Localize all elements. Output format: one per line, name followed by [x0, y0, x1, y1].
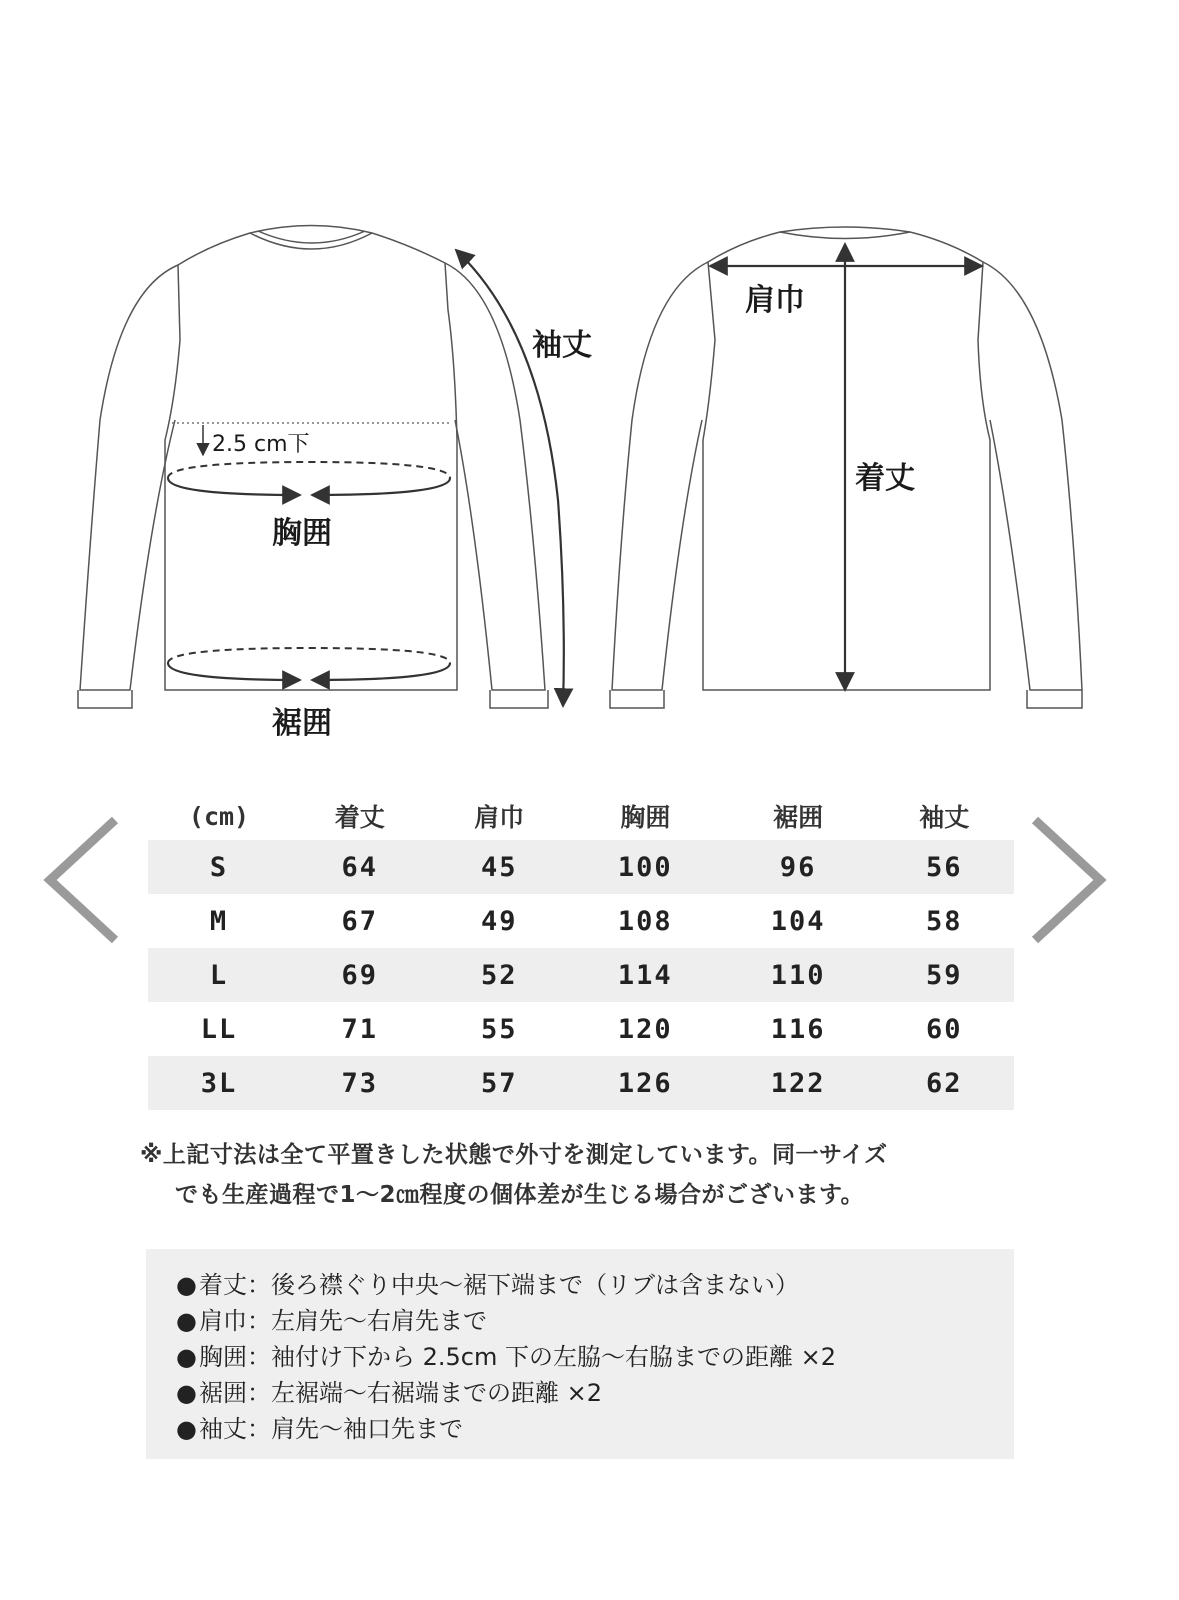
value-cell: 57	[429, 1056, 568, 1110]
value-cell: 56	[874, 840, 1014, 894]
size-diagram	[0, 0, 1179, 760]
value-cell: 126	[569, 1056, 722, 1110]
value-cell: 122	[722, 1056, 875, 1110]
header-shoulder-width: 肩巾	[474, 803, 525, 832]
size-cell: 3L	[148, 1056, 290, 1110]
measurement-definitions	[146, 1249, 1014, 1459]
chevron-right-icon	[1030, 800, 1120, 960]
value-cell: 69	[290, 948, 429, 1002]
chest-label: 胸囲	[272, 516, 332, 551]
definition-item: ● 裾囲：左裾端～右裾端までの距離 ×2	[176, 1375, 1014, 1411]
front-shirt-outline	[78, 226, 548, 709]
note-line-2: でも生産過程で1～2㎝程度の個体差が生じる場合がございます。	[175, 1182, 865, 1208]
value-cell: 114	[569, 948, 722, 1002]
chest-measure	[168, 462, 450, 495]
prev-image-button[interactable]	[30, 800, 120, 960]
size-cell: M	[209, 905, 229, 937]
size-cell: L	[148, 948, 290, 1002]
shoulder-width-label: 肩巾	[745, 283, 805, 318]
measurement-note	[140, 1135, 1040, 1215]
header-sleeve-length: 袖丈	[919, 803, 970, 832]
sleeve-length-arrow	[456, 250, 564, 706]
hem-measure	[168, 648, 450, 680]
value-cell: 96	[722, 840, 875, 894]
next-image-button[interactable]	[1030, 800, 1120, 960]
offset-label: 2.5 cm下	[212, 432, 310, 457]
header-body-length: 着丈	[334, 803, 385, 832]
value-cell: 110	[722, 948, 875, 1002]
value-cell: 55	[480, 1013, 518, 1045]
body-length-label: 着丈	[855, 461, 915, 496]
value-cell: 100	[569, 840, 722, 894]
table-row	[148, 948, 1014, 1002]
value-cell: 60	[925, 1013, 963, 1045]
value-cell: 58	[925, 905, 963, 937]
value-cell: 116	[770, 1013, 826, 1045]
sleeve-length-label: 袖丈	[532, 328, 592, 363]
header-unit: (cm)	[188, 801, 250, 831]
header-hem: 裾囲	[773, 803, 824, 832]
value-cell: 67	[341, 905, 378, 937]
value-cell: 64	[290, 840, 429, 894]
value-cell: 104	[770, 905, 826, 937]
table-row	[148, 1002, 1014, 1056]
table-row	[148, 894, 1014, 948]
value-cell: 62	[874, 1056, 1014, 1110]
chevron-left-icon	[30, 800, 120, 960]
table-header-row	[148, 792, 1014, 840]
size-cell: LL	[200, 1013, 238, 1045]
table-row	[148, 840, 1014, 894]
size-table	[148, 792, 1014, 1110]
value-cell: 59	[874, 948, 1014, 1002]
note-line-1: ※上記寸法は全て平置きした状態で外寸を測定しています。同一サイズ	[140, 1142, 888, 1168]
value-cell: 73	[290, 1056, 429, 1110]
value-cell: 49	[480, 905, 518, 937]
table-row	[148, 1056, 1014, 1110]
value-cell: 45	[429, 840, 568, 894]
size-cell: S	[148, 840, 290, 894]
definition-item: ● 袖丈：肩先～袖口先まで	[176, 1411, 1014, 1447]
hem-label: 裾囲	[272, 706, 332, 741]
value-cell: 71	[341, 1013, 378, 1045]
definition-item: ● 胸囲：袖付け下から 2.5cm 下の左脇～右脇までの距離 ×2	[176, 1339, 1014, 1375]
definition-item: ● 肩巾：左肩先～右肩先まで	[176, 1303, 1014, 1339]
value-cell: 52	[429, 948, 568, 1002]
value-cell: 120	[617, 1013, 673, 1045]
definition-item: ● 着丈：後ろ襟ぐり中央～裾下端まで（リブは含まない）	[176, 1267, 1014, 1303]
header-chest: 胸囲	[620, 803, 671, 832]
value-cell: 108	[617, 905, 673, 937]
